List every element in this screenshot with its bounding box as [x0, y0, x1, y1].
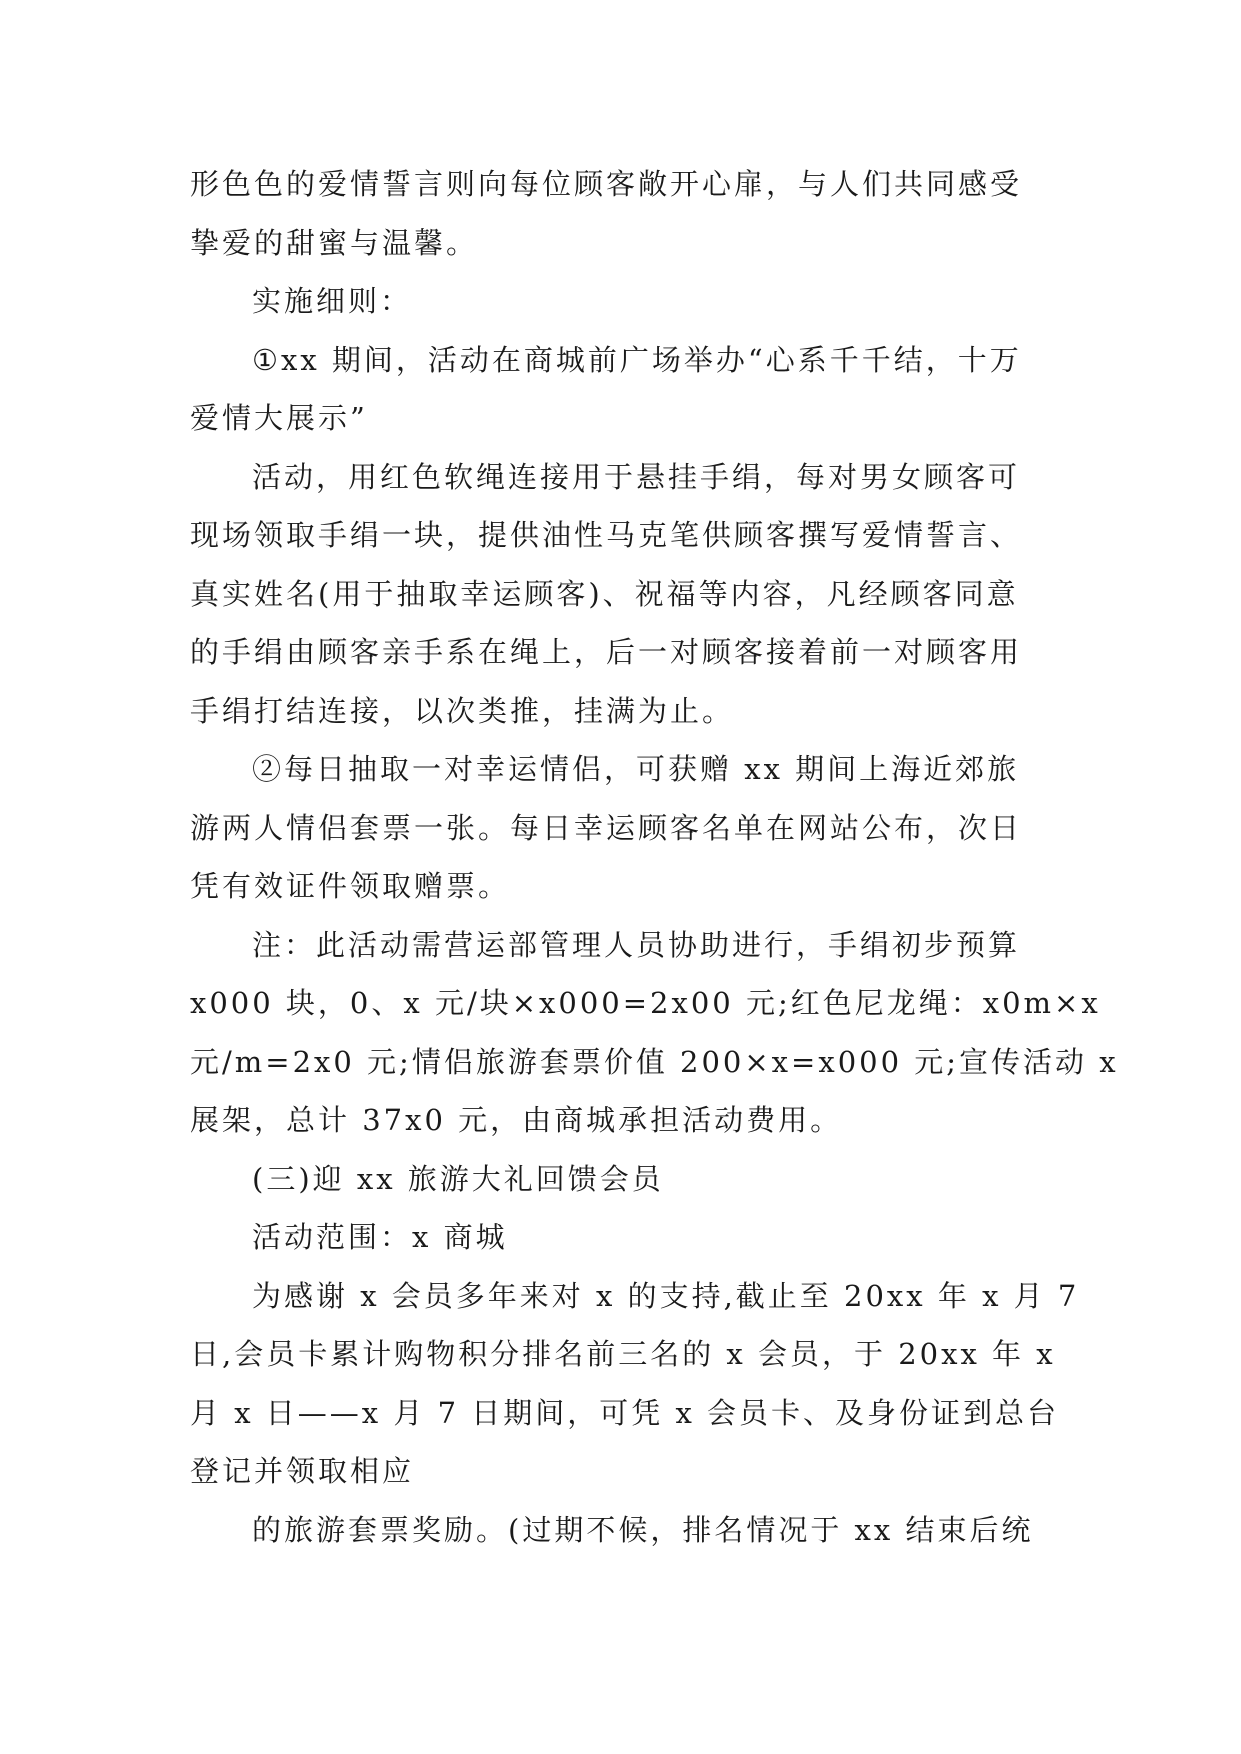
text-line: 为感谢 x 会员多年来对 x 的支持,截止至 20xx 年 x 月 7 [252, 1278, 1080, 1313]
text-line: ②每日抽取一对幸运情侣，可获赠 xx 期间上海近郊旅 [252, 752, 1020, 786]
text-line: 爱情大展示” [190, 401, 368, 435]
text-line: 手绢打结连接，以次类推，挂满为止。 [190, 693, 735, 728]
text-line: 形色色的爱情誓言则向每位顾客敞开心扉，与人们共同感受 [190, 167, 1023, 201]
text-line: 凭有效证件领取赠票。 [190, 869, 511, 903]
text-line: x000 块，0、x 元/块×x000=2x00 元;红色尼龙绳：x0m×x [190, 986, 1101, 1020]
text-line: 月 x 日——x 月 7 日期间，可凭 x 会员卡、及身份证到总台 [190, 1395, 1060, 1430]
text-line: 注：此活动需营运部管理人员协助进行，手绢初步预算 [252, 927, 1021, 962]
text-line: ①xx 期间，活动在商城前广场举办“心系千千结，十万 [252, 342, 1022, 377]
text-line: 挚爱的甜蜜与温馨。 [190, 225, 479, 260]
text-line: 实施细则： [252, 284, 413, 318]
text-line: 登记并领取相应 [190, 1454, 415, 1488]
text-line: 的手绢由顾客亲手系在绳上，后一对顾客接着前一对顾客用 [190, 635, 1023, 669]
text-line: 的旅游套票奖励。(过期不候，排名情况于 xx 结束后统 [252, 1512, 1034, 1547]
text-line: 真实姓名(用于抽取幸运顾客)、祝福等内容，凡经顾客同意 [190, 576, 1019, 611]
text-line: 活动，用红色软绳连接用于悬挂手绢，每对男女顾客可 [252, 459, 1021, 494]
text-line: 展架，总计 37x0 元，由商城承担活动费用。 [190, 1103, 843, 1137]
text-line: 现场领取手绢一块，提供油性马克笔供顾客撰写爱情誓言、 [190, 518, 1023, 552]
document-body [190, 155, 1119, 1559]
text-line: 游两人情侣套票一张。每日幸运顾客名单在网站公布，次日 [190, 810, 1023, 845]
text-line: (三)迎 xx 旅游大礼回馈会员 [252, 1161, 664, 1196]
text-line: 活动范围：x 商城 [252, 1220, 508, 1254]
text-line: 日,会员卡累计购物积分排名前三名的 x 会员，于 20xx 年 x [190, 1337, 1056, 1371]
text-line: 元/m=2x0 元;情侣旅游套票价值 200×x=x000 元;宣传活动 x [190, 1044, 1119, 1079]
